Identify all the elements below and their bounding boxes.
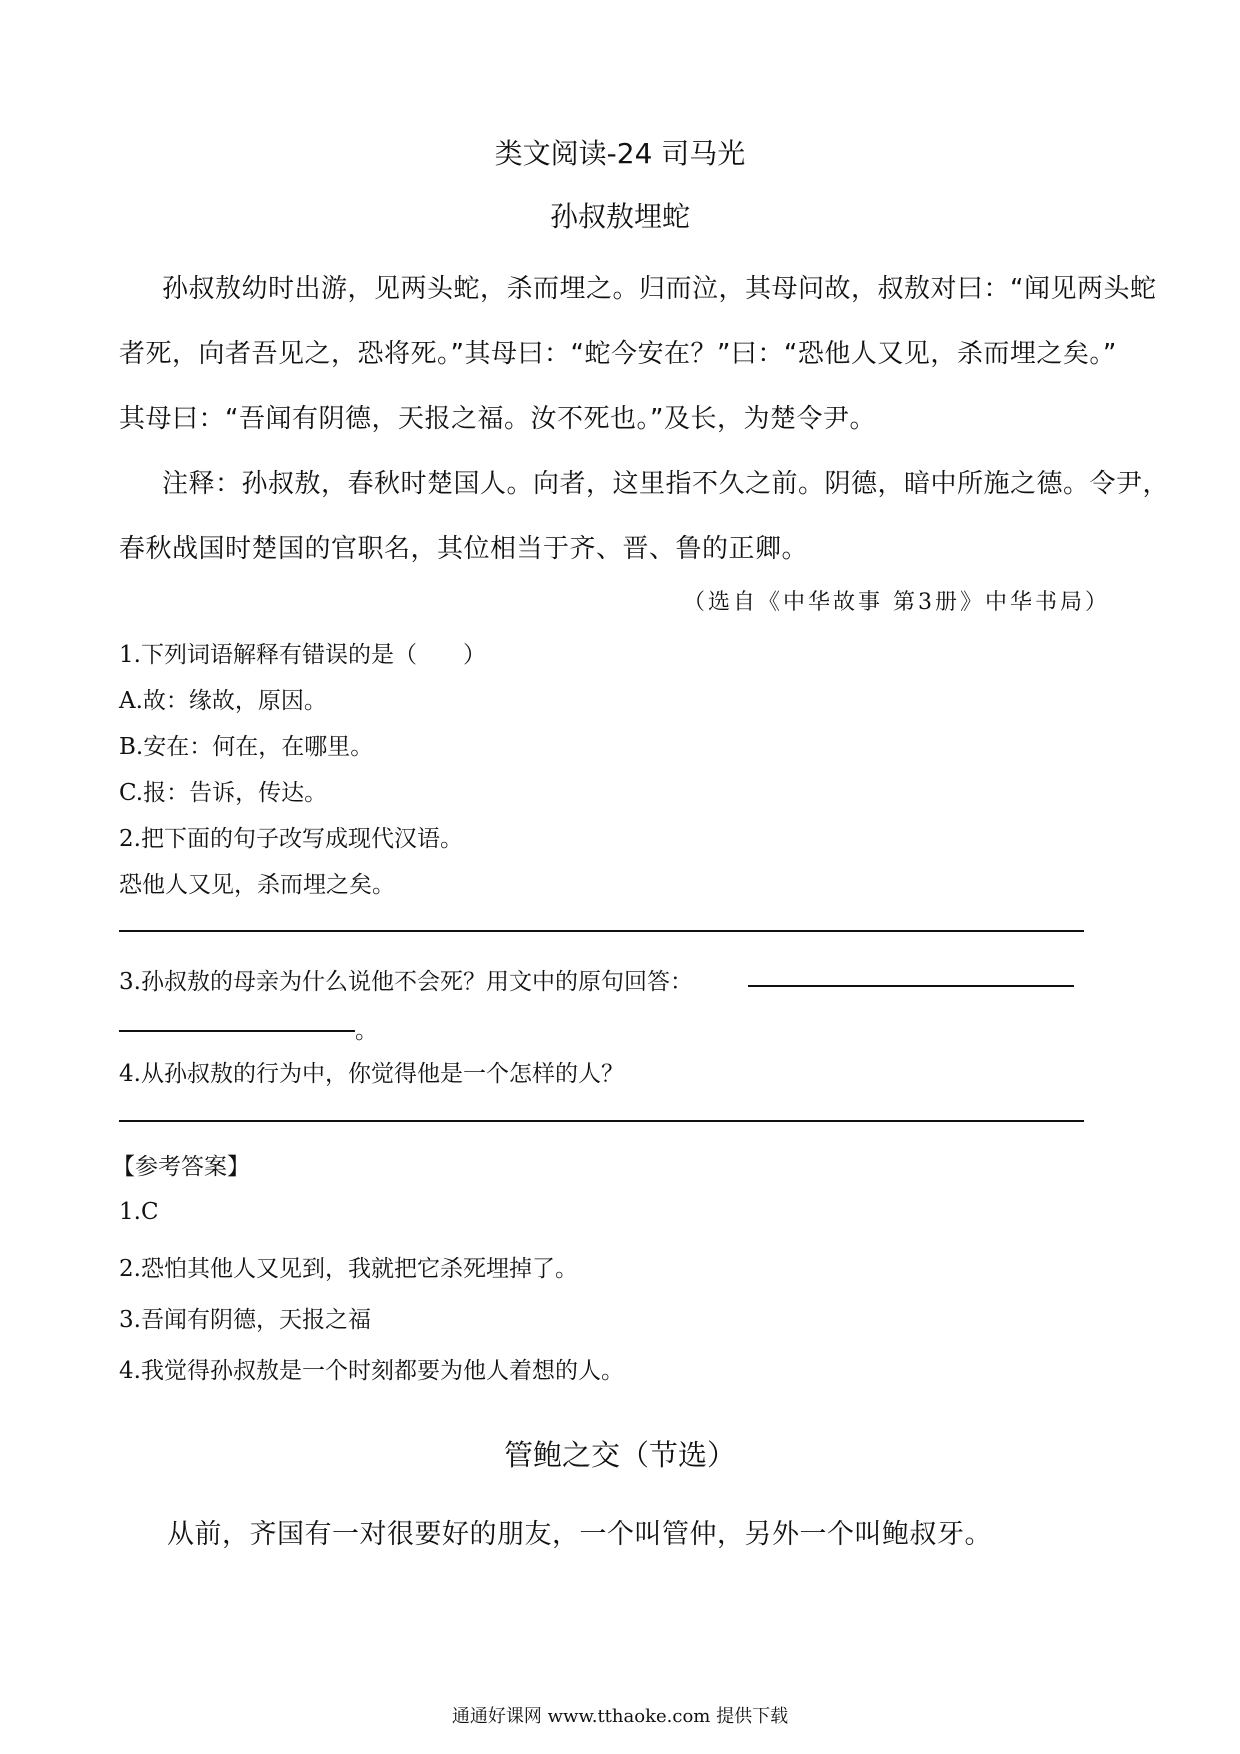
answer-line-q2[interactable] [119,930,1084,932]
section-2-line-1: 从前，齐国有一对很要好的朋友，一个叫管仲，另外一个叫鲍叔牙。 [167,1519,992,1550]
answer-4: 4.我觉得孙叔敖是一个时刻都要为他人着想的人。 [119,1358,624,1384]
answer-line-q3-a[interactable] [748,985,1074,987]
story-line-2: 者死，向者吾见之，恐将死。”其母曰：“蛇今安在？”曰：“恐他人又见，杀而埋之矣。” [119,339,1117,369]
answers-heading: 【参考答案】 [112,1154,250,1180]
story-line-3: 其母曰：“吾闻有阴德，天报之福。汝不死也。”及长，为楚令尹。 [119,404,876,434]
story-line-1: 孙叔敖幼时出游，见两头蛇，杀而埋之。归而泣，其母问故，叔敖对曰：“闻见两头蛇 [162,274,1157,304]
question-2-sentence: 恐他人又见，杀而埋之矣。 [119,872,395,898]
answer-2: 2.恐怕其他人又见到，我就把它杀死埋掉了。 [119,1256,578,1282]
question-2: 2.把下面的句子改写成现代汉语。 [119,826,463,852]
notes-line-1: 注释：孙叔敖，春秋时楚国人。向者，这里指不久之前。阴德，暗中所施之德。令尹， [162,469,1170,499]
question-1-option-b: B.安在：何在，在哪里。 [119,734,374,760]
question-1-option-c: C.报：告诉，传达。 [119,780,328,806]
question-3-period: 。 [355,1018,378,1044]
page-title: 类文阅读-24 司马光 [494,137,746,170]
story-title: 孙叔敖埋蛇 [549,200,690,233]
answer-line-q3-b[interactable] [119,1030,355,1032]
notes-line-2: 春秋战国时楚国的官职名，其位相当于齐、晋、鲁的正卿。 [119,534,809,564]
answer-line-q4[interactable] [119,1120,1084,1122]
section-2-title: 管鲍之交（节选） [503,1438,736,1472]
footer-text: 通通好课网 www.tthaoke.com 提供下载 [451,1706,789,1727]
answer-1: 1.C [119,1199,159,1225]
question-1: 1.下列词语解释有错误的是（ ） [119,642,486,668]
question-3: 3.孙叔敖的母亲为什么说他不会死？用文中的原句回答： [119,969,693,995]
question-4: 4.从孙叔敖的行为中，你觉得他是一个怎样的人？ [119,1061,624,1087]
source-citation: （选自《中华故事 第3册》中华书局） [683,590,1110,615]
answer-3: 3.吾闻有阴德，天报之福 [119,1307,371,1333]
question-1-option-a: A.故：缘故，原因。 [119,688,327,714]
